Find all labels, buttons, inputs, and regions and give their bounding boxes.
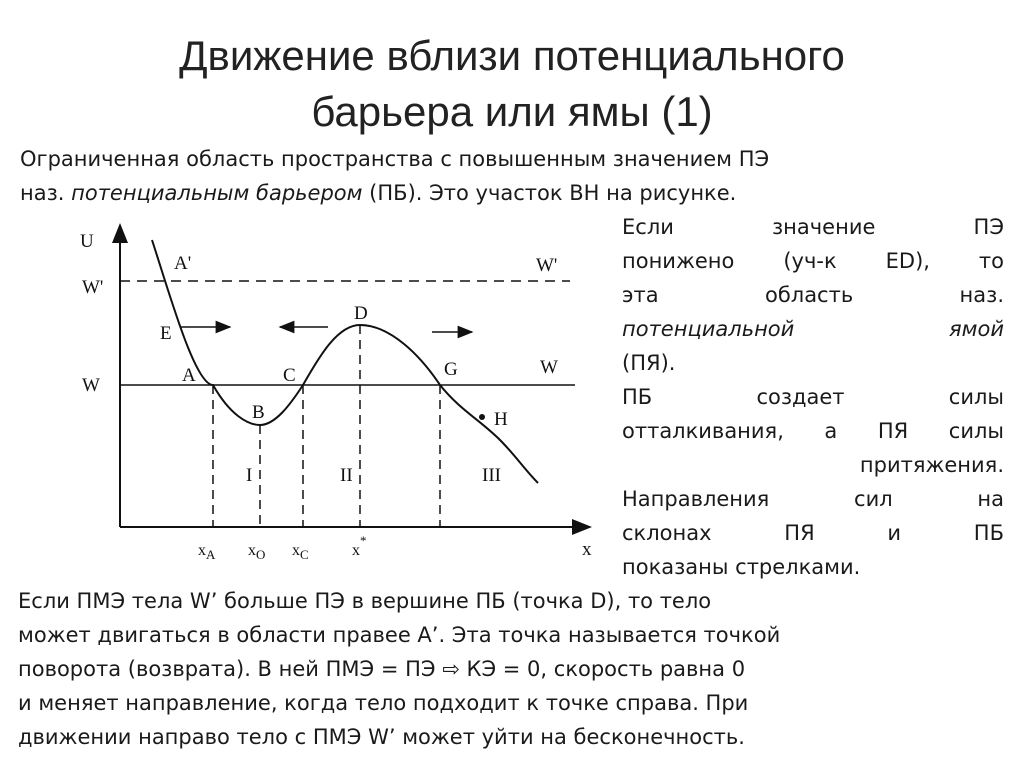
title-line-2: барьера или ямы (1): [311, 88, 713, 135]
right-line-11: показаны стрелками.: [622, 555, 861, 579]
bottom-line-3: поворота (возврата). В ней ПМЭ = ПЭ ⇨ КЭ = 0, скорость равна 0: [18, 657, 746, 681]
tick-xstar: [352, 533, 367, 559]
potential-curve: [152, 240, 538, 483]
intro-line-2-pre: наз.: [20, 181, 72, 205]
tick-xc-sub: C: [300, 547, 309, 562]
tick-xa: [198, 542, 216, 562]
point-c-label: C: [283, 365, 296, 386]
potential-diagram: [70, 215, 610, 575]
region-1-label: I: [246, 465, 253, 486]
x-axis-label: x: [582, 539, 592, 560]
right-line-6: ПБ создает силы: [622, 385, 1004, 409]
bottom-paragraph: [18, 584, 1008, 754]
tick-x0: [248, 542, 265, 562]
point-e-label: E: [160, 323, 172, 344]
w-right-label: W: [540, 357, 558, 378]
point-b-label: B: [252, 402, 265, 423]
slide-title: [0, 28, 1024, 140]
right-line-4: [622, 312, 1004, 346]
right-line-9: Направления сил на: [622, 487, 1004, 511]
point-h-dot: [479, 414, 485, 420]
tick-xc: [292, 542, 309, 562]
w-left-label: W: [82, 375, 100, 396]
tick-xstar-main: x: [352, 542, 360, 559]
right-line-5: (ПЯ).: [622, 351, 676, 375]
w-prime-left-label: W': [82, 277, 104, 298]
title-line-1: Движение вблизи потенциального: [179, 32, 845, 79]
w-prime-right-label: W': [536, 255, 558, 276]
right-line-8: притяжения.: [859, 453, 1004, 477]
tick-x0-main: x: [248, 542, 256, 559]
tick-xa-sub: A: [206, 547, 216, 562]
point-a-label: A: [182, 365, 196, 386]
bottom-line-1: Если ПМЭ тела W’ больше ПЭ в вершине ПБ (точка D), то тело: [18, 589, 712, 613]
right-paragraph: [622, 210, 1004, 584]
right-line-7: отталкивания, а ПЯ силы: [622, 419, 1004, 443]
region-2-label: II: [340, 465, 353, 486]
potential-curve-figure: [70, 215, 610, 575]
point-h-label: H: [494, 409, 508, 430]
point-a-prime-label: A': [174, 253, 192, 274]
intro-line-2-post: (ПБ). Это участок BH на рисунке.: [362, 181, 737, 205]
right-line-1: Если значение ПЭ: [622, 215, 1004, 239]
u-axis-label: U: [80, 231, 94, 252]
bottom-line-4: и меняет направление, когда тело подходит к точке справа. При: [18, 691, 749, 715]
term-potential-well: потенциальной ямой: [622, 317, 1004, 341]
right-line-3: эта область наз.: [622, 283, 1004, 307]
point-d-label: D: [354, 303, 368, 324]
tick-xc-main: x: [292, 542, 300, 559]
bottom-line-2: может двигаться в области правее A’. Эта точка называется точкой: [18, 623, 781, 647]
bottom-line-5: движении направо тело с ПМЭ W’ может уйти на бесконечность.: [18, 725, 745, 749]
intro-paragraph: [20, 142, 1010, 210]
point-g-label: G: [444, 359, 458, 380]
intro-line-1: Ограниченная область пространства с повышенным значением ПЭ: [20, 147, 770, 171]
tick-xstar-sup: *: [360, 533, 367, 548]
region-3-label: III: [482, 465, 501, 486]
intro-term-barrier: потенциальным барьером: [71, 181, 363, 205]
right-line-10: склонах ПЯ и ПБ: [622, 521, 1004, 545]
intro-line-2: [20, 176, 1010, 210]
tick-xa-main: x: [198, 542, 206, 559]
tick-x0-sub: O: [256, 547, 266, 562]
right-line-2: понижено (уч-к ED), то: [622, 249, 1004, 273]
